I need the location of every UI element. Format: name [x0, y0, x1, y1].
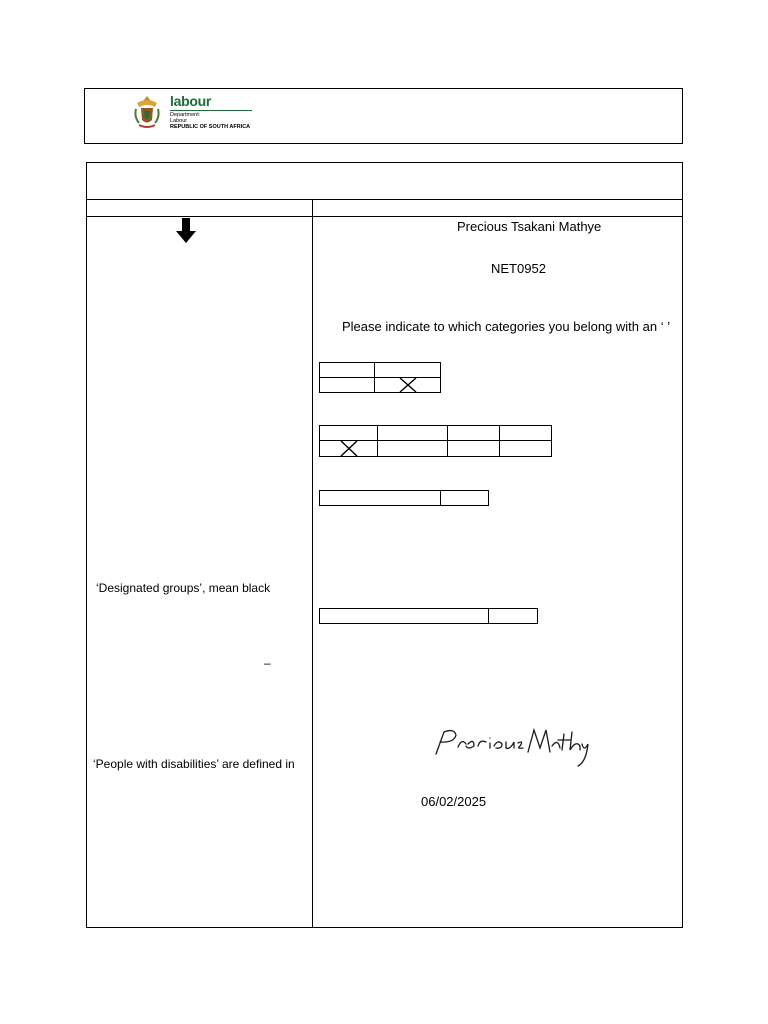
dash-text: – [264, 656, 271, 670]
nationality-grid [319, 490, 489, 506]
table-row [320, 609, 538, 624]
grid-cell-selected[interactable] [320, 441, 378, 457]
arrow-down-icon [175, 218, 197, 244]
grid-cell[interactable] [500, 426, 552, 441]
table-row [320, 378, 441, 393]
table-row [320, 363, 441, 378]
people-with-disabilities-text: ‘People with disabilities’ are defined in [93, 757, 295, 771]
id-number-value: NET0952 [491, 261, 546, 276]
grid-cell[interactable] [441, 491, 489, 506]
form-column-divider [312, 199, 313, 928]
grid-cell[interactable] [378, 426, 448, 441]
grid-cell[interactable] [500, 441, 552, 457]
signature-image [428, 722, 592, 770]
table-row [320, 426, 552, 441]
gender-grid [319, 362, 441, 393]
grid-cell[interactable] [320, 609, 489, 624]
x-mark-icon [340, 441, 358, 456]
grid-cell[interactable] [489, 609, 538, 624]
form-title-divider [86, 199, 683, 200]
grid-cell[interactable] [378, 441, 448, 457]
category-instruction: Please indicate to which categories you belong with an ‘ ’ [342, 319, 671, 334]
form-header-divider [86, 216, 683, 217]
x-mark-icon [399, 378, 417, 392]
logo-department: Department: [170, 112, 201, 118]
grid-cell[interactable] [375, 363, 441, 378]
logo-labour: Labour [170, 118, 188, 124]
race-grid [319, 425, 552, 457]
disability-grid [319, 608, 538, 624]
logo-underline [170, 110, 252, 111]
coat-of-arms-icon [133, 93, 161, 131]
form-frame [86, 162, 683, 928]
grid-cell[interactable] [320, 363, 375, 378]
header-box [84, 88, 683, 144]
grid-cell[interactable] [320, 491, 441, 506]
grid-cell[interactable] [448, 426, 500, 441]
table-row [320, 491, 489, 506]
date-value: 06/02/2025 [421, 794, 487, 809]
grid-cell[interactable] [320, 378, 375, 393]
grid-cell[interactable] [448, 441, 500, 457]
name-value: Precious Tsakani Mathye [457, 219, 602, 234]
table-row [320, 441, 552, 457]
logo-wordmark: labour [170, 93, 211, 109]
logo-republic: REPUBLIC OF SOUTH AFRICA [170, 124, 251, 130]
grid-cell[interactable] [320, 426, 378, 441]
grid-cell-selected[interactable] [375, 378, 441, 393]
designated-groups-text: ‘Designated groups’, mean black [96, 581, 271, 595]
